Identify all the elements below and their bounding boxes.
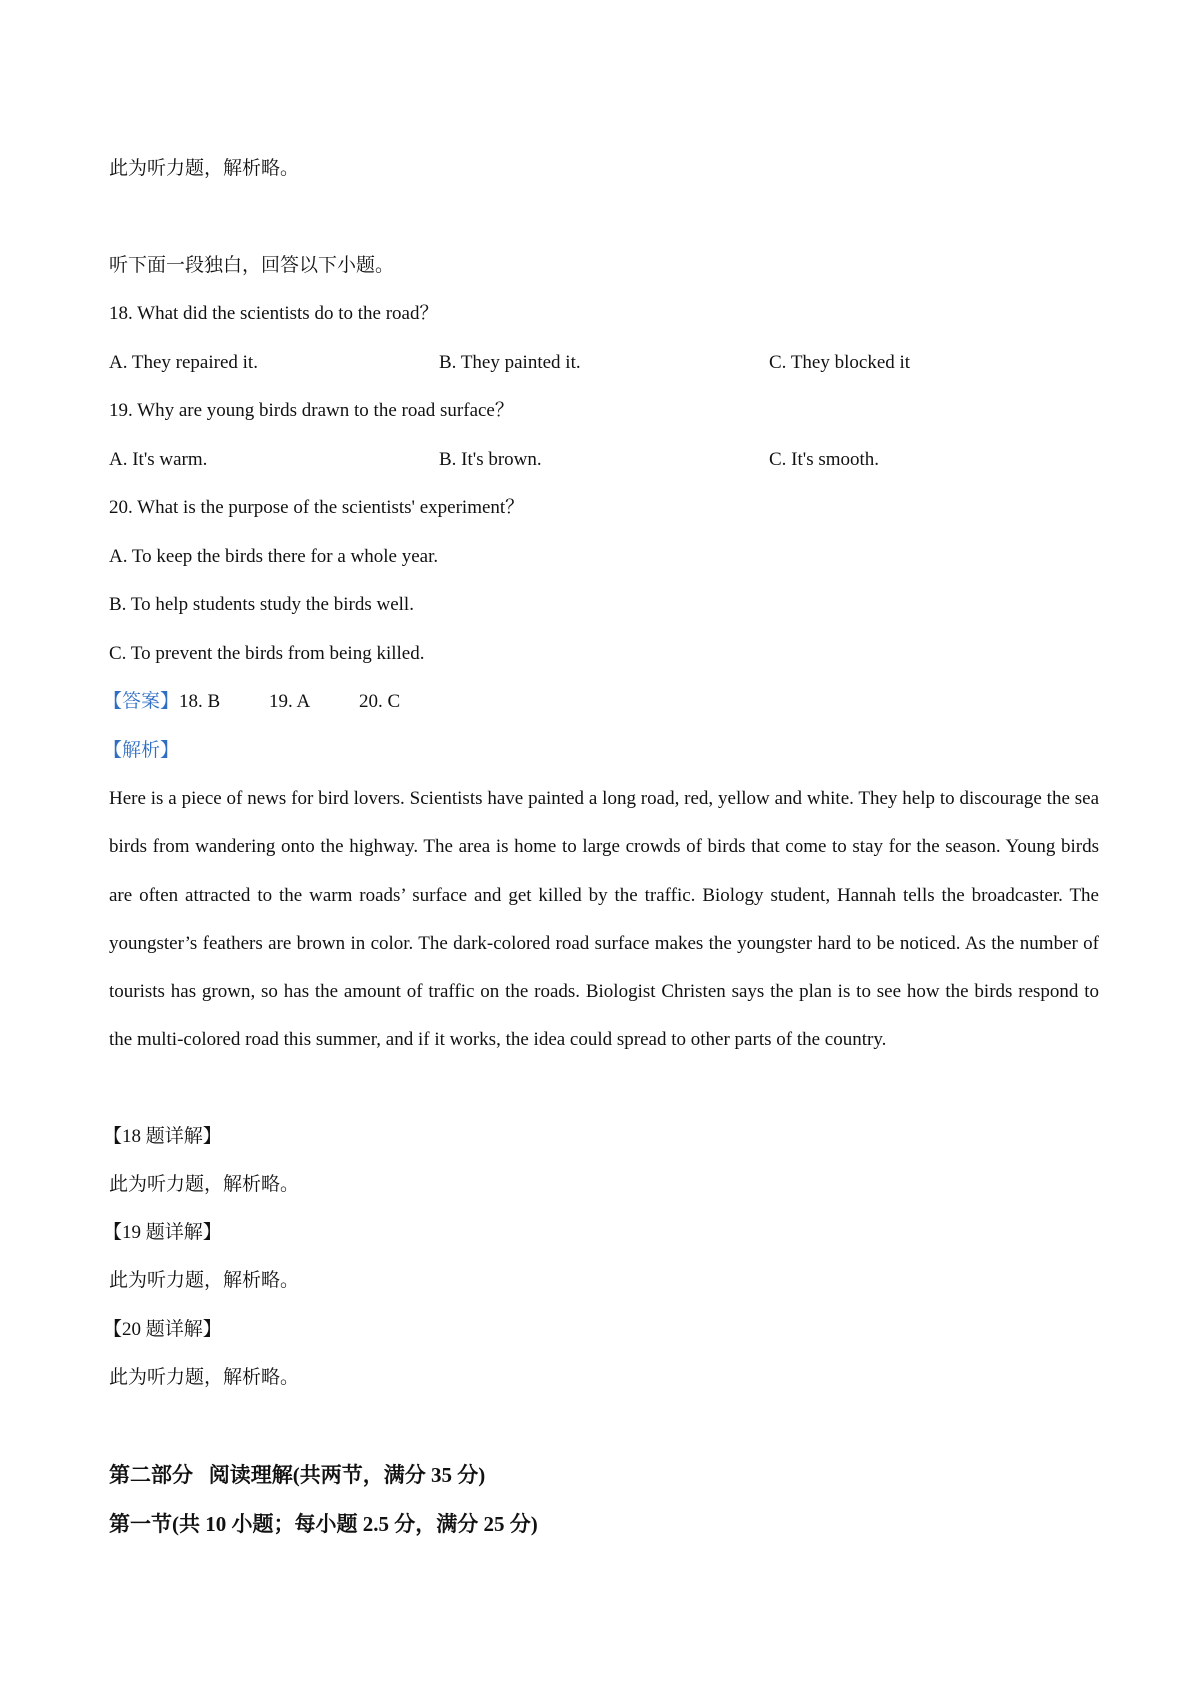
part-two-title: 第二部分 阅读理解(共两节，满分 35 分) xyxy=(109,1463,486,1487)
answer-label: 【答案】 xyxy=(103,691,180,712)
detail-19-title: 【19 题详解】 xyxy=(103,1222,222,1243)
question-19-option-b: B. It's brown. xyxy=(439,449,542,470)
detail-18-title: 【18 题详解】 xyxy=(103,1126,222,1147)
question-20-option-b: B. To help students study the birds well. xyxy=(109,594,414,615)
detail-20-title: 【20 题详解】 xyxy=(103,1319,222,1340)
question-19-option-a: A. It's warm. xyxy=(109,449,208,470)
answer-19: 19. A xyxy=(269,691,311,712)
detail-18-text: 此为听力题，解析略。 xyxy=(109,1174,300,1195)
question-18-option-b: B. They painted it. xyxy=(439,352,581,373)
top-note: 此为听力题，解析略。 xyxy=(109,158,300,179)
question-20-option-c: C. To prevent the birds from being killed. xyxy=(109,643,425,664)
section-one-title: 第一节(共 10 小题；每小题 2.5 分，满分 25 分) xyxy=(109,1512,538,1536)
analysis-label: 【解析】 xyxy=(103,740,180,761)
analysis-passage: Here is a piece of news for bird lovers. Scientists have painted a long road, red, yellow and white. They help to discourage the sea birds from wandering onto the highway. The area is home to large crowds of birds that come to stay for the season. Young birds are often attracted to the warm roads’ surface and get killed by the traffic. Biology student, Hannah tells the broadcaster. The youngster’s feathers are brown in color. The dark-colored road surface makes the youngster hard to be noticed. As the number of tourists has grown, so has the amount of traffic on the roads. Biologist Christen says the plan is to see how the birds respond to the multi-colored road this summer, and if it works, the idea could spread to other parts of the country. xyxy=(109,788,1099,1051)
detail-20-text: 此为听力题，解析略。 xyxy=(109,1367,300,1388)
question-20-stem: 20. What is the purpose of the scientists' experiment？ xyxy=(109,497,525,518)
listening-instruction: 听下面一段独白，回答以下小题。 xyxy=(109,255,395,276)
answer-20: 20. C xyxy=(359,691,401,712)
question-18-stem: 18. What did the scientists do to the road？ xyxy=(109,303,439,324)
question-18-option-a: A. They repaired it. xyxy=(109,352,258,373)
answer-line xyxy=(103,689,400,715)
question-19-stem: 19. Why are young birds drawn to the road surface？ xyxy=(109,400,514,421)
answer-18: 18. B xyxy=(179,691,221,712)
question-18-option-c: C. They blocked it xyxy=(769,352,911,373)
question-20-option-a: A. To keep the birds there for a whole year. xyxy=(109,546,439,567)
question-19-option-c: C. It's smooth. xyxy=(769,449,880,470)
detail-19-text: 此为听力题，解析略。 xyxy=(109,1270,300,1291)
